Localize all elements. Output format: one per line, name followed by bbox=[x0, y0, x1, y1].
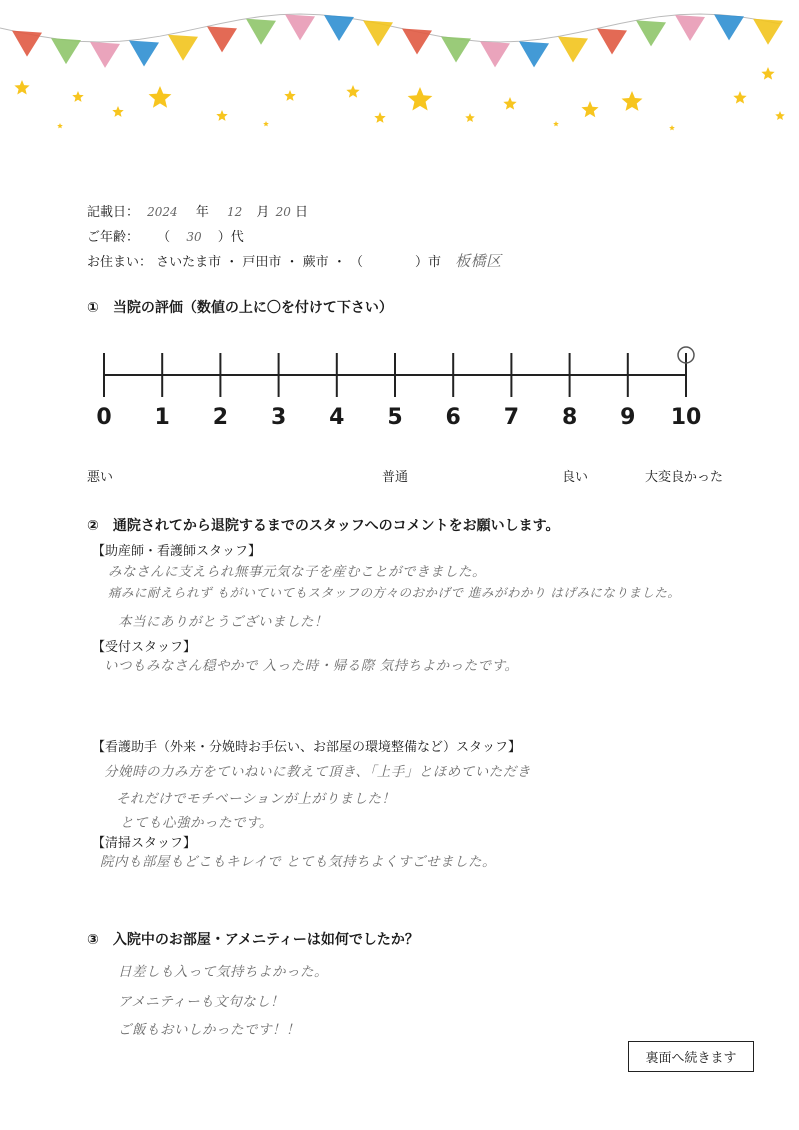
assistant-comment-line: とても心強かったです。 bbox=[120, 815, 273, 831]
scale-label-normal: 普通 bbox=[382, 470, 409, 485]
bunting-flag bbox=[90, 42, 120, 68]
bunting-flag bbox=[753, 19, 783, 45]
scale-label-very-good: 大変良かった bbox=[645, 470, 724, 485]
rating-scale bbox=[90, 345, 710, 405]
bunting-flag bbox=[558, 36, 588, 62]
bunting-flag bbox=[441, 37, 471, 63]
residence-options: さいたま市 ・ 戸田市 ・ 蕨市 ・ （ ）市 bbox=[156, 255, 441, 270]
scale-number[interactable]: 7 bbox=[503, 405, 520, 430]
star-icon bbox=[622, 91, 643, 111]
star-icon bbox=[346, 85, 359, 98]
bunting-flag bbox=[519, 41, 549, 67]
bunting-flag bbox=[675, 15, 705, 41]
date-year-unit: 年 bbox=[195, 205, 209, 220]
continue-on-back-label: 裏面へ続きます bbox=[645, 1051, 737, 1066]
star-icon bbox=[503, 97, 516, 110]
scale-number[interactable]: 0 bbox=[96, 405, 112, 430]
bunting-flag bbox=[324, 15, 354, 41]
age-label: ご年齢： bbox=[87, 230, 140, 245]
cleaning-section-label: 【清掃スタッフ】 bbox=[92, 836, 197, 851]
midwife-comment-line: 本当にありがとうございました！ bbox=[118, 614, 328, 630]
star-icon bbox=[374, 112, 385, 123]
date-month-value: 12 bbox=[227, 205, 243, 219]
bunting-flag bbox=[402, 29, 432, 55]
age-row bbox=[87, 226, 244, 245]
star-icon bbox=[57, 123, 63, 128]
q3-comment-line: 日差しも入って気持ちよかった。 bbox=[118, 964, 328, 980]
bunting-rope bbox=[0, 14, 780, 42]
age-close: ）代 bbox=[217, 230, 244, 245]
q2-title: ② 通院されてから退院するまでのスタッフへのコメントをお願いします。 bbox=[87, 518, 560, 534]
age-open: （ bbox=[157, 230, 171, 245]
assistant-comment-line: それだけでモチベーションが上がりました！ bbox=[116, 791, 396, 807]
cleaning-comment-line: 院内も部屋もどこもキレイで とても気持ちよくすごせました。 bbox=[100, 854, 496, 870]
star-icon bbox=[72, 91, 83, 102]
star-icon bbox=[465, 113, 475, 122]
scale-number[interactable]: 1 bbox=[154, 405, 170, 430]
date-label: 記載日： bbox=[87, 205, 140, 220]
star-icon bbox=[408, 87, 433, 111]
date-day-unit: 日 bbox=[295, 205, 309, 220]
scale-label-bad: 悪い bbox=[87, 470, 114, 485]
star-icon bbox=[553, 121, 559, 126]
midwife-comment-line: みなさんに支えられ無事元気な子を産むことができました。 bbox=[108, 564, 486, 580]
scale-number[interactable]: 2 bbox=[212, 405, 229, 430]
residence-label: お住まい： bbox=[87, 255, 153, 270]
star-icon bbox=[112, 106, 123, 117]
reception-comment-line: いつもみなさん穏やかで 入った時・帰る際 気持ちよかったです。 bbox=[104, 658, 519, 674]
residence-value: 板橋区 bbox=[455, 252, 502, 270]
bunting-flag bbox=[168, 35, 198, 61]
bunting-decoration bbox=[0, 0, 799, 140]
bunting-flag bbox=[363, 20, 393, 46]
scale-label-good: 良い bbox=[562, 470, 589, 485]
scale-number[interactable]: 10 bbox=[670, 405, 702, 430]
date-day-value: 20 bbox=[275, 205, 291, 219]
continue-on-back-box bbox=[628, 1041, 754, 1072]
bunting-flag bbox=[714, 14, 744, 40]
date-row bbox=[87, 201, 308, 220]
residence-row bbox=[87, 250, 502, 271]
bunting-flag bbox=[480, 41, 510, 67]
q3-comment-line: ご飯もおいしかったです！！ bbox=[118, 1022, 300, 1038]
scale-number[interactable]: 9 bbox=[620, 405, 636, 430]
q3-title: ③ 入院中のお部屋・アメニティーは如何でしたか？ bbox=[87, 932, 419, 948]
date-month-unit: 月 bbox=[256, 205, 270, 220]
star-icon bbox=[263, 121, 269, 126]
age-value: 30 bbox=[186, 230, 202, 244]
scale-number[interactable]: 8 bbox=[561, 405, 578, 430]
star-icon bbox=[14, 80, 29, 94]
bunting-flag bbox=[246, 19, 276, 45]
star-icon bbox=[581, 101, 598, 117]
bunting-flag bbox=[597, 28, 627, 54]
q1-title: ① 当院の評価（数値の上に〇を付けて下さい） bbox=[87, 300, 393, 316]
star-icon bbox=[761, 67, 774, 80]
bunting-flag bbox=[129, 41, 159, 67]
star-icon bbox=[149, 86, 172, 108]
bunting-flag bbox=[207, 26, 237, 52]
star-icon bbox=[775, 111, 785, 120]
q3-comment-line: アメニティーも文句なし！ bbox=[118, 994, 285, 1010]
reception-section-label: 【受付スタッフ】 bbox=[92, 640, 197, 655]
midwife-section-label: 【助産師・看護師スタッフ】 bbox=[92, 544, 262, 559]
scale-number[interactable]: 4 bbox=[329, 405, 345, 430]
bunting-flag bbox=[636, 20, 666, 46]
date-year-value: 2024 bbox=[147, 205, 178, 219]
star-icon bbox=[669, 125, 675, 130]
bunting-flag bbox=[51, 38, 81, 64]
assistant-comment-line: 分娩時の力み方をていねいに教えて頂き、「上手」とほめていただき bbox=[104, 764, 531, 780]
scale-number[interactable]: 6 bbox=[445, 405, 461, 430]
star-icon bbox=[284, 90, 295, 101]
star-icon bbox=[216, 110, 227, 121]
star-icon bbox=[733, 91, 746, 104]
bunting-flag bbox=[285, 14, 315, 40]
scale-number[interactable]: 5 bbox=[387, 405, 403, 430]
midwife-comment-line: 痛みに耐えられず もがいていてもスタッフの方々のおかげで 進みがわかり はげみになりました。 bbox=[108, 585, 681, 600]
scale-number[interactable]: 3 bbox=[270, 405, 287, 430]
assistant-section-label: 【看護助手（外来・分娩時お手伝い、お部屋の環境整備など）スタッフ】 bbox=[92, 740, 522, 755]
bunting-flag bbox=[12, 31, 42, 57]
